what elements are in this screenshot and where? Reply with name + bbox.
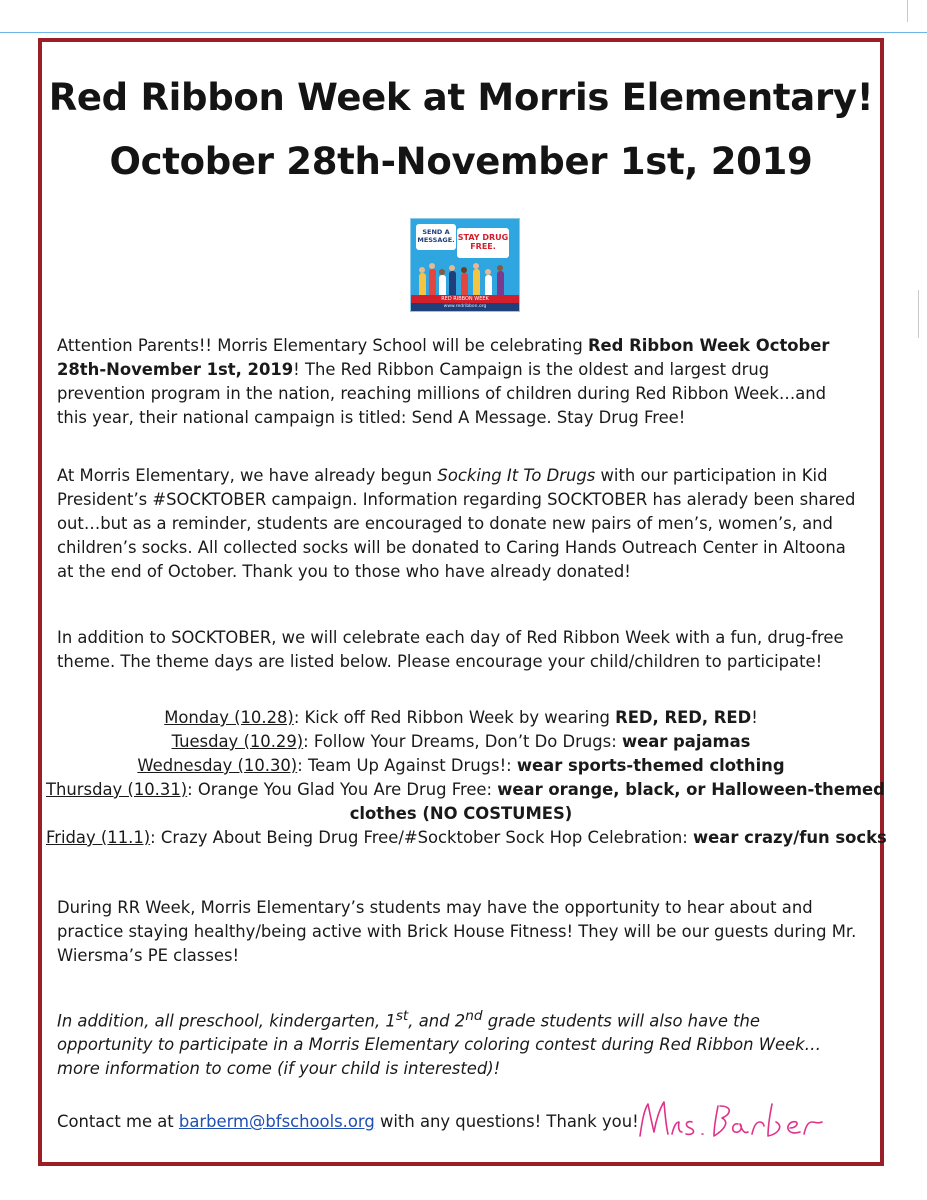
theme-row-tuesday: Tuesday (10.29): Follow Your Dreams, Don’t Do Drugs: wear pajamas (171, 732, 751, 751)
top-blue-rule (0, 32, 927, 33)
theme-row-thursday: Thursday (10.31): Orange You Glad You Are Drug Free: wear orange, black, or Halloween-themed (46, 780, 885, 799)
stay-drug-free-bubble: STAY DRUG FREE. (457, 228, 509, 258)
handwritten-signature (632, 1092, 842, 1146)
red-border-frame (38, 38, 887, 1166)
theme-row-friday: Friday (11.1): Crazy About Being Drug Free/#Socktober Sock Hop Celebration: wear crazy/fun socks (46, 828, 887, 847)
scan-edge-mark (918, 290, 919, 338)
contact-line: Contact me at barberm@bfschools.org with any questions! Thank you! (57, 1112, 639, 1131)
email-link[interactable]: barberm@bfschools.org (178, 1112, 375, 1131)
theme-days-intro: In addition to SOCKTOBER, we will celebrate each day of Red Ribbon Week with a fun, drug-free theme. The theme days are listed below. Please encourage your child/children to participate! (57, 628, 844, 671)
intro-paragraph: Attention Parents!! Morris Elementary School will be celebrating Red Ribbon Week October 28th-November 1st, 2019! The Red Ribbon Campaign is the oldest and largest drug prevention program in the nation, reaching millions of children during Red Ribbon Week…and this year, their national campaign is titled: Send A Message. Stay Drug Free! (57, 336, 830, 427)
children-illustration (417, 263, 513, 295)
theme-row-monday: Monday (10.28): Kick off Red Ribbon Week by wearing RED, RED, RED! (164, 708, 758, 727)
coloring-contest-paragraph: In addition, all preschool, kindergarten, 1st, and 2nd grade students will also have the opportunity to participate in a Morris Elementary coloring contest during Red Ribbon Week…more information to come (if your child is interested)! (57, 1008, 822, 1079)
send-message-bubble: SEND A MESSAGE. (416, 224, 456, 250)
theme-days-list (46, 706, 887, 850)
scan-edge-mark (907, 0, 908, 22)
logo-footer: www.redribbon.org (411, 303, 519, 311)
socktober-paragraph: At Morris Elementary, we have already begun Socking It To Drugs with our participation in Kid President’s #SOCKTOBER campaign. Information regarding SOCKTOBER has alerady been shared out…but as a reminder, students are encouraged to donate new pairs of men’s, women’s, and children’s socks. All collected socks will be donated to Caring Hands Outreach Center in Altoona at the end of October. Thank you to those who have already donated! (57, 466, 856, 581)
page-title: Red Ribbon Week at Morris Elementary! (48, 76, 874, 119)
logo-banner: RED RIBBON WEEK (411, 295, 519, 303)
fitness-paragraph: During RR Week, Morris Elementary’s students may have the opportunity to hear about and practice staying healthy/being active with Brick House Fitness! They will be our guests during Mr. Wiersma’s PE classes! (57, 898, 857, 965)
date-subtitle: October 28th-November 1st, 2019 (109, 140, 813, 183)
red-ribbon-campaign-logo (410, 218, 520, 312)
theme-row-thursday-cont: clothes (NO COSTUMES) (349, 804, 573, 823)
theme-row-wednesday: Wednesday (10.30): Team Up Against Drugs!: wear sports-themed clothing (137, 756, 785, 775)
